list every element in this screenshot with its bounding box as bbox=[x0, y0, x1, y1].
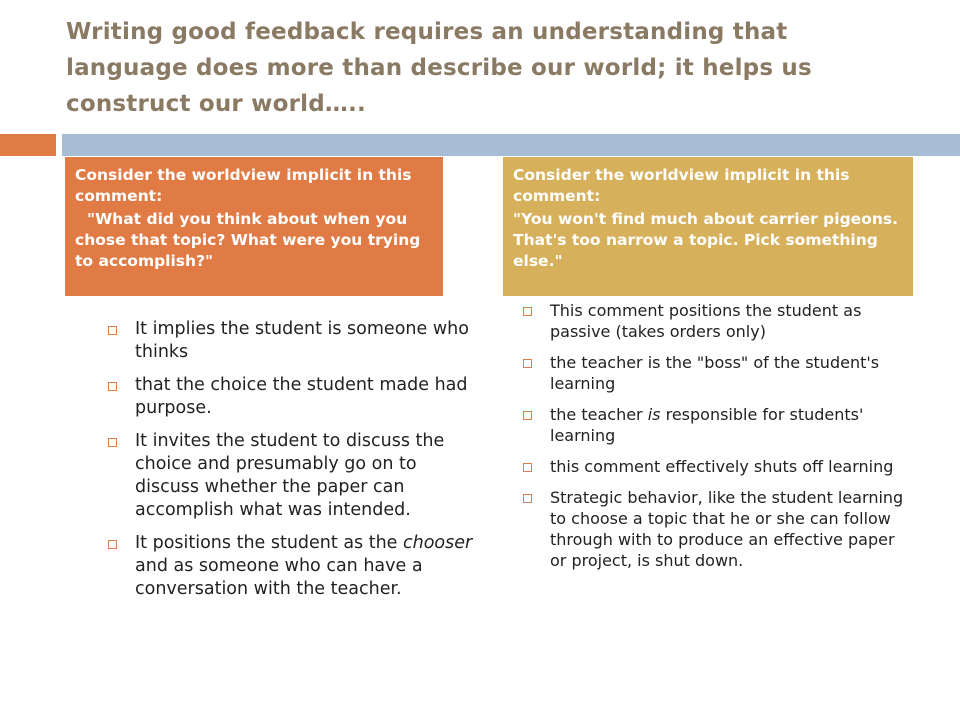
square-bullet-icon bbox=[108, 382, 117, 391]
left-header-label: Consider the worldview implicit in this comment: bbox=[75, 166, 412, 205]
square-bullet-icon bbox=[523, 463, 532, 472]
bullet-text: It invites the student to discuss the choice and presumably go on to discuss whether the paper can accomplish what was intended. bbox=[135, 431, 445, 520]
bullet-item bbox=[97, 374, 477, 420]
right-header-label: Consider the worldview implicit in this comment: bbox=[513, 166, 850, 205]
slide-title: Writing good feedback requires an understanding that language does more than describe our world; it helps us construct our world….. bbox=[66, 19, 812, 117]
left-header-quote: "What did you think about when you chose that topic? What were you trying to accomplish?" bbox=[75, 210, 421, 270]
bullet-text: the teacher is the "boss" of the student's learning bbox=[550, 353, 880, 393]
square-bullet-icon bbox=[523, 307, 532, 316]
bullet-text: this comment effectively shuts off learning bbox=[550, 457, 894, 476]
accent-band-orange bbox=[0, 134, 56, 156]
bullet-text: Strategic behavior, like the student learning to choose a topic that he or she can follow through with to produce an effective paper or project, is shut down. bbox=[550, 488, 904, 570]
bullet-item bbox=[512, 456, 907, 477]
left-bullet-list bbox=[97, 318, 477, 611]
bullet-item bbox=[97, 532, 477, 601]
square-bullet-icon bbox=[108, 438, 117, 447]
bullet-item bbox=[97, 430, 477, 522]
bullet-item bbox=[97, 318, 477, 364]
bullet-text: that the choice the student made had purpose. bbox=[135, 375, 468, 418]
bullet-item bbox=[512, 404, 907, 446]
bullet-item bbox=[512, 352, 907, 394]
bullet-item bbox=[512, 487, 907, 571]
bullet-text: the teacher is responsible for students' learning bbox=[550, 405, 864, 445]
square-bullet-icon bbox=[108, 326, 117, 335]
square-bullet-icon bbox=[523, 359, 532, 368]
accent-band-blue bbox=[62, 134, 960, 156]
bullet-text: This comment positions the student as passive (takes orders only) bbox=[550, 301, 862, 341]
right-comment-header bbox=[503, 157, 913, 296]
right-bullet-list bbox=[512, 300, 907, 581]
bullet-text: It implies the student is someone who thinks bbox=[135, 319, 469, 362]
right-header-quote: "You won't find much about carrier pigeons. That's too narrow a topic. Pick something else." bbox=[513, 210, 898, 270]
bullet-item bbox=[512, 300, 907, 342]
square-bullet-icon bbox=[108, 540, 117, 549]
left-comment-header bbox=[65, 157, 443, 296]
square-bullet-icon bbox=[523, 494, 532, 503]
bullet-text: It positions the student as the chooser and as someone who can have a conversation with the teacher. bbox=[135, 533, 473, 599]
square-bullet-icon bbox=[523, 411, 532, 420]
